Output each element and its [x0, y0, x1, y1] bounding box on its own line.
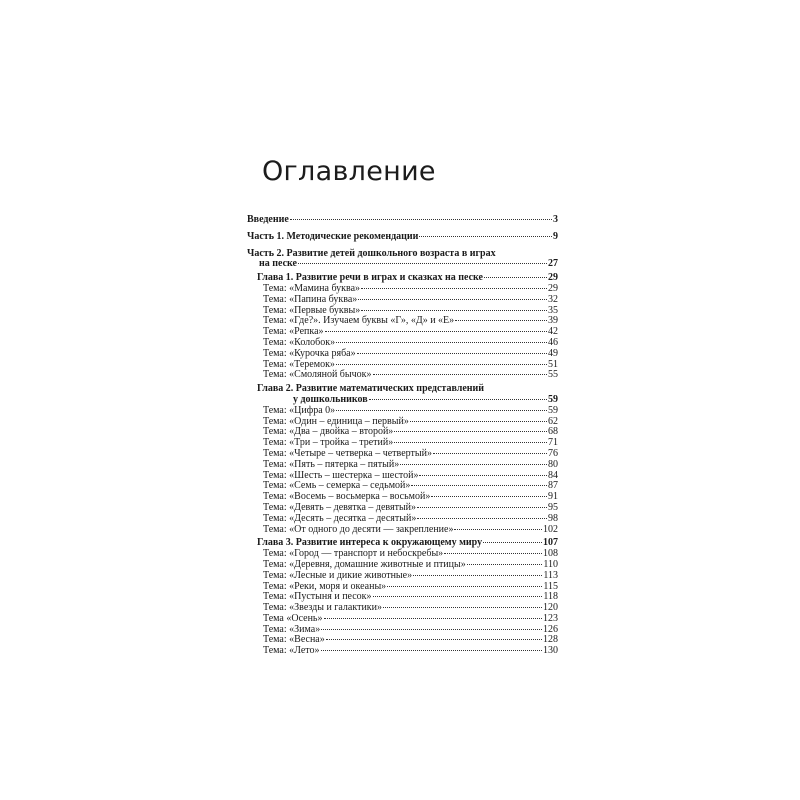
toc-topic-entry[interactable] — [247, 349, 558, 360]
toc-topic-label: Тема: «Восемь – восьмерка – восьмой» — [263, 491, 431, 503]
dot-leader — [483, 542, 542, 543]
toc-topic-label: Тема: «Мамина буква» — [263, 282, 361, 294]
toc-page-number: 62 — [548, 415, 558, 427]
toc-page-number: 59 — [548, 404, 558, 416]
dot-leader — [413, 575, 542, 576]
toc-page-number: 120 — [543, 602, 558, 614]
toc-topic-label: Тема: «Лесные и дикие животные» — [263, 569, 413, 581]
dot-leader — [373, 596, 543, 597]
toc-entry-label: Часть 2. Развитие детей дошкольного возраста в играх — [247, 247, 496, 259]
toc-page-number: 110 — [543, 558, 558, 570]
toc-topic-label: Тема: «Три – тройка – третий» — [263, 437, 394, 449]
toc-page-number: 115 — [543, 580, 558, 592]
dot-leader — [336, 410, 547, 411]
dot-leader — [411, 485, 547, 486]
dot-leader — [321, 650, 542, 651]
dot-leader — [455, 320, 547, 321]
toc-topic-label: Тема: «Семь – семерка – седьмой» — [263, 480, 411, 492]
dot-leader — [394, 431, 547, 432]
toc-entry-label-cont: у дошкольников — [293, 393, 368, 405]
dot-leader — [467, 564, 543, 565]
toc-topic-entry[interactable] — [247, 525, 558, 536]
toc-page-number: 42 — [548, 326, 558, 338]
dot-leader — [387, 586, 542, 587]
toc-topic-label: Тема: «Цифра 0» — [263, 404, 336, 416]
toc-topic-label: Тема: «Весна» — [263, 634, 325, 646]
dot-leader — [325, 331, 547, 332]
dot-leader — [358, 299, 547, 300]
toc-topic-label: Тема: «Один – единица – первый» — [263, 415, 409, 427]
toc-topic-entry[interactable] — [247, 646, 558, 657]
toc-entry-part1[interactable] — [247, 232, 558, 243]
dot-leader — [290, 219, 552, 220]
toc-page-number: 39 — [548, 315, 558, 327]
toc-topic-label: Тема: «Звезды и галактики» — [263, 602, 383, 614]
dot-leader — [444, 553, 542, 554]
dot-leader — [336, 364, 547, 365]
page-title: Оглавление — [262, 156, 436, 187]
chapter-3-topics — [247, 549, 558, 657]
toc-topic-label: Тема: «От одного до десяти — закрепление» — [263, 523, 454, 535]
toc-entry-label: Часть 1. Методические рекомендации — [247, 230, 419, 242]
toc-entry-intro[interactable] — [247, 215, 558, 226]
dot-leader — [357, 353, 547, 354]
toc-page-number: 80 — [548, 458, 558, 470]
toc-topic-label: Тема: «Четыре – четверка – четвертый» — [263, 447, 432, 459]
toc-page-number: 71 — [548, 437, 558, 449]
toc-entry-label: Глава 2. Развитие математических представлений — [257, 383, 485, 395]
dot-leader — [298, 263, 547, 264]
dot-leader — [454, 529, 542, 530]
table-of-contents — [247, 215, 558, 657]
dot-leader — [324, 618, 543, 619]
dot-leader — [321, 629, 542, 630]
dot-leader — [383, 607, 542, 608]
dot-leader — [419, 236, 552, 237]
toc-topic-label: Тема: «Город — транспорт и небоскребы» — [263, 548, 444, 560]
dot-leader — [431, 496, 547, 497]
dot-leader — [433, 453, 547, 454]
toc-page-number: 51 — [548, 358, 558, 370]
toc-entry-label: Глава 1. Развитие речи в играх и сказках на песке — [257, 272, 483, 284]
dot-leader — [410, 421, 547, 422]
toc-topic-entry[interactable] — [247, 406, 558, 417]
toc-topic-label: Тема: «Деревня, домашние животные и птицы» — [263, 558, 466, 570]
toc-topic-label: Тема: «Где?». Изучаем буквы «Г», «Д» и «Е» — [263, 315, 455, 327]
toc-page-number: 91 — [548, 491, 558, 503]
toc-page-number: 55 — [548, 369, 558, 381]
toc-chapter-2[interactable] — [247, 384, 558, 406]
toc-page-number: 118 — [543, 591, 558, 603]
dot-leader — [419, 475, 547, 476]
dot-leader — [417, 518, 547, 519]
toc-page-number: 9 — [553, 230, 558, 242]
toc-topic-label: Тема: «Первые буквы» — [263, 304, 361, 316]
toc-page-number: 95 — [548, 501, 558, 513]
dot-leader — [394, 442, 547, 443]
dot-leader — [400, 464, 547, 465]
dot-leader — [361, 310, 547, 311]
toc-entry-label-cont: на песке — [259, 258, 297, 270]
toc-page-number: 49 — [548, 347, 558, 359]
dot-leader — [484, 277, 547, 278]
toc-page-number: 102 — [543, 523, 558, 535]
toc-page-number: 128 — [543, 634, 558, 646]
toc-page-number: 46 — [548, 336, 558, 348]
chapter-1-topics — [247, 284, 558, 381]
toc-topic-label: Тема: «Шесть – шестерка – шестой» — [263, 469, 419, 481]
toc-topic-label: Тема: «Смоляной бычок» — [263, 369, 372, 381]
toc-topic-entry[interactable] — [247, 370, 558, 381]
toc-page-number: 76 — [548, 447, 558, 459]
toc-topic-label: Тема: «Пять – пятерка – пятый» — [263, 458, 400, 470]
toc-page-number: 87 — [548, 480, 558, 492]
dot-leader — [417, 507, 547, 508]
dot-leader — [361, 288, 547, 289]
toc-topic-label: Тема: «Репка» — [263, 326, 324, 338]
toc-page-number: 107 — [543, 537, 558, 549]
toc-entry-label: Введение — [247, 214, 289, 225]
dot-leader — [336, 342, 547, 343]
toc-page-number: 130 — [543, 645, 558, 657]
toc-page-number: 3 — [553, 214, 558, 225]
toc-topic-label: Тема: «Папина буква» — [263, 293, 358, 305]
toc-topic-label: Тема: «Пустыня и песок» — [263, 591, 372, 603]
toc-page-number: 113 — [543, 569, 558, 581]
toc-page-number: 108 — [543, 548, 558, 560]
toc-page-number: 27 — [548, 258, 558, 270]
toc-topic-label: Тема: «Курочка ряба» — [263, 347, 356, 359]
toc-topic-label: Тема: «Колобок» — [263, 336, 336, 348]
toc-topic-label: Тема: «Реки, моря и океаны» — [263, 580, 387, 592]
toc-page-number: 29 — [548, 272, 558, 284]
toc-page-number: 126 — [543, 623, 558, 635]
toc-entry-part2[interactable] — [247, 249, 558, 271]
toc-topic-entry[interactable] — [247, 460, 558, 471]
chapter-2-topics — [247, 406, 558, 536]
toc-topic-label: Тема: «Два – двойка – второй» — [263, 426, 394, 438]
toc-topic-label: Тема: «Зима» — [263, 623, 321, 635]
toc-entry-label: Глава 3. Развитие интереса к окружающему миру — [257, 537, 483, 549]
toc-page-number: 29 — [548, 282, 558, 294]
toc-page-number: 123 — [543, 612, 558, 624]
toc-topic-entry[interactable] — [247, 514, 558, 525]
toc-page-number: 68 — [548, 426, 558, 438]
toc-page-number: 59 — [548, 393, 558, 405]
toc-page-number: 32 — [548, 293, 558, 305]
dot-leader — [369, 399, 547, 400]
toc-topic-entry[interactable] — [247, 571, 558, 582]
toc-page-number: 35 — [548, 304, 558, 316]
toc-topic-label: Тема: «Десять – десятка – десятый» — [263, 512, 417, 524]
toc-topic-label: Тема: «Теремок» — [263, 358, 335, 370]
toc-topic-label: Тема: «Девять – девятка – девятый» — [263, 501, 417, 513]
toc-page-number: 84 — [548, 469, 558, 481]
toc-topic-label: Тема «Осень» — [263, 612, 323, 624]
toc-topic-label: Тема: «Лето» — [263, 645, 320, 657]
dot-leader — [326, 639, 542, 640]
toc-topic-entry[interactable] — [247, 295, 558, 306]
toc-page-number: 98 — [548, 512, 558, 524]
dot-leader — [373, 374, 548, 375]
